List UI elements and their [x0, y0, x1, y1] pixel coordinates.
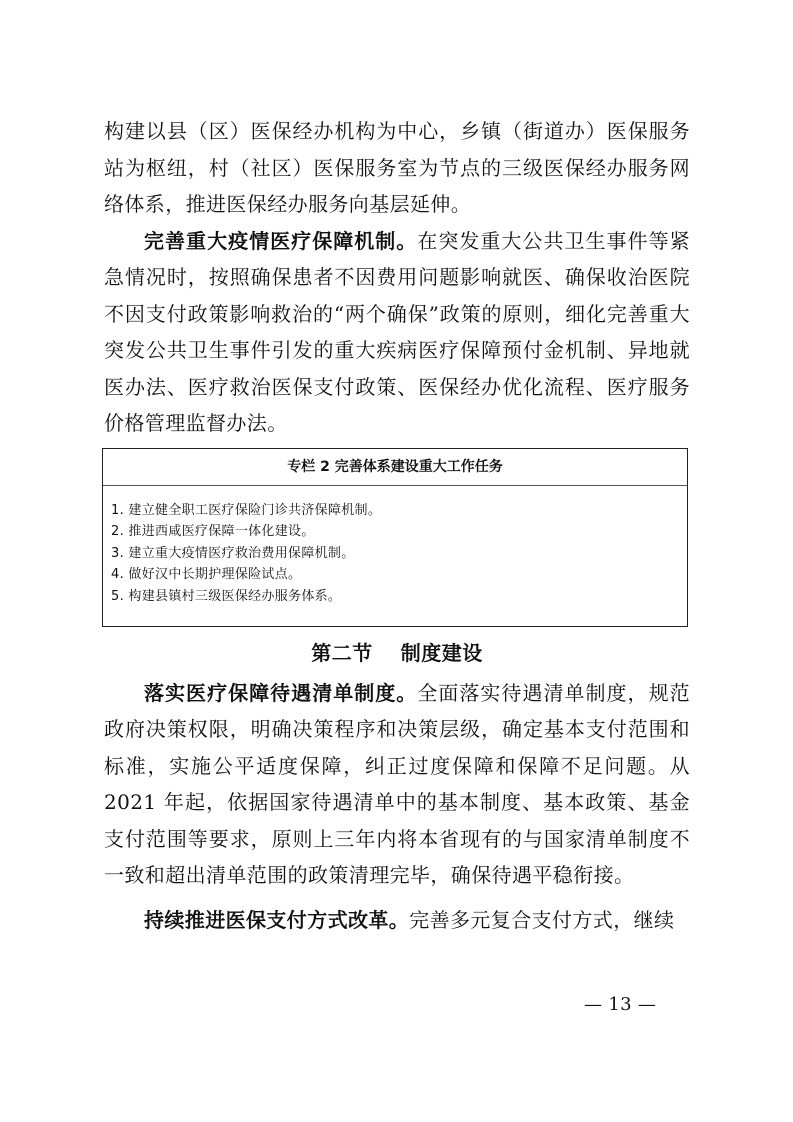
section-heading	[104, 637, 690, 669]
paragraph-text: 在突发重大公共卫生事件等紧急情况时，按照确保患者不因费用问题影响就医、确保收治医院不因支付政策影响救治的“两个确保”政策的原则，细化完善重大突发公共卫生事件引发的重大疾病医疗保障预付金机制、异地就医办法、医疗救治医保支付政策、医保经办优化流程、医疗服务价格管理监督办法。	[104, 228, 690, 435]
paragraph-text: 全面落实待遇清单制度，规范政府决策权限，明确决策程序和决策层级，确定基本支付范围和标准，实施公平适度保障，纠正过度保障和保障不足问题。从 2021 年起，依据国家待遇清单中的基本制度、基本政策、基金支付范围等要求，原则上三年内将本省现有的与国家清单制度不一致和超出清单范围的政策清理完毕，确保待遇平稳衔接。	[104, 680, 690, 887]
box-item: 5. 构建县镇村三级医保经办服务体系。	[111, 588, 342, 604]
paragraph-payment-reform	[104, 902, 690, 939]
box-item: 4. 做好汉中长期护理保险试点。	[111, 567, 302, 582]
special-column-box	[102, 448, 688, 627]
box-item: 1. 建立健全职工医疗保险门诊共济保障机制。	[111, 502, 382, 518]
paragraph-text: 完善多元复合支付方式，继续	[409, 907, 675, 932]
page-content	[104, 113, 690, 938]
page-number: — 13 —	[584, 994, 657, 1015]
box-body	[103, 486, 687, 626]
paragraph-lead: 完善重大疫情医疗保障机制。	[144, 228, 418, 253]
paragraph-emergency-mechanism	[104, 223, 690, 442]
opening-paragraph: 构建以县（区）医保经办机构为中心，乡镇（街道办）医保服务站为枢纽，村（社区）医保服务室为节点的三级医保经办服务网络体系，推进医保经办服务向基层延伸。	[104, 119, 690, 216]
paragraph-lead: 落实医疗保障待遇清单制度。	[144, 680, 418, 705]
paragraph-benefit-list	[104, 675, 690, 894]
box-item: 2. 推进西咸医疗保障一体化建设。	[111, 524, 315, 539]
box-item: 3. 建立重大疫情医疗救治费用保障机制。	[111, 545, 355, 561]
paragraph-lead: 持续推进医保支付方式改革。	[144, 907, 410, 932]
box-title: 专栏 2 完善体系建设重大工作任务	[103, 449, 687, 486]
section-title: 制度建设	[400, 640, 483, 665]
section-number: 第二节	[311, 640, 373, 665]
